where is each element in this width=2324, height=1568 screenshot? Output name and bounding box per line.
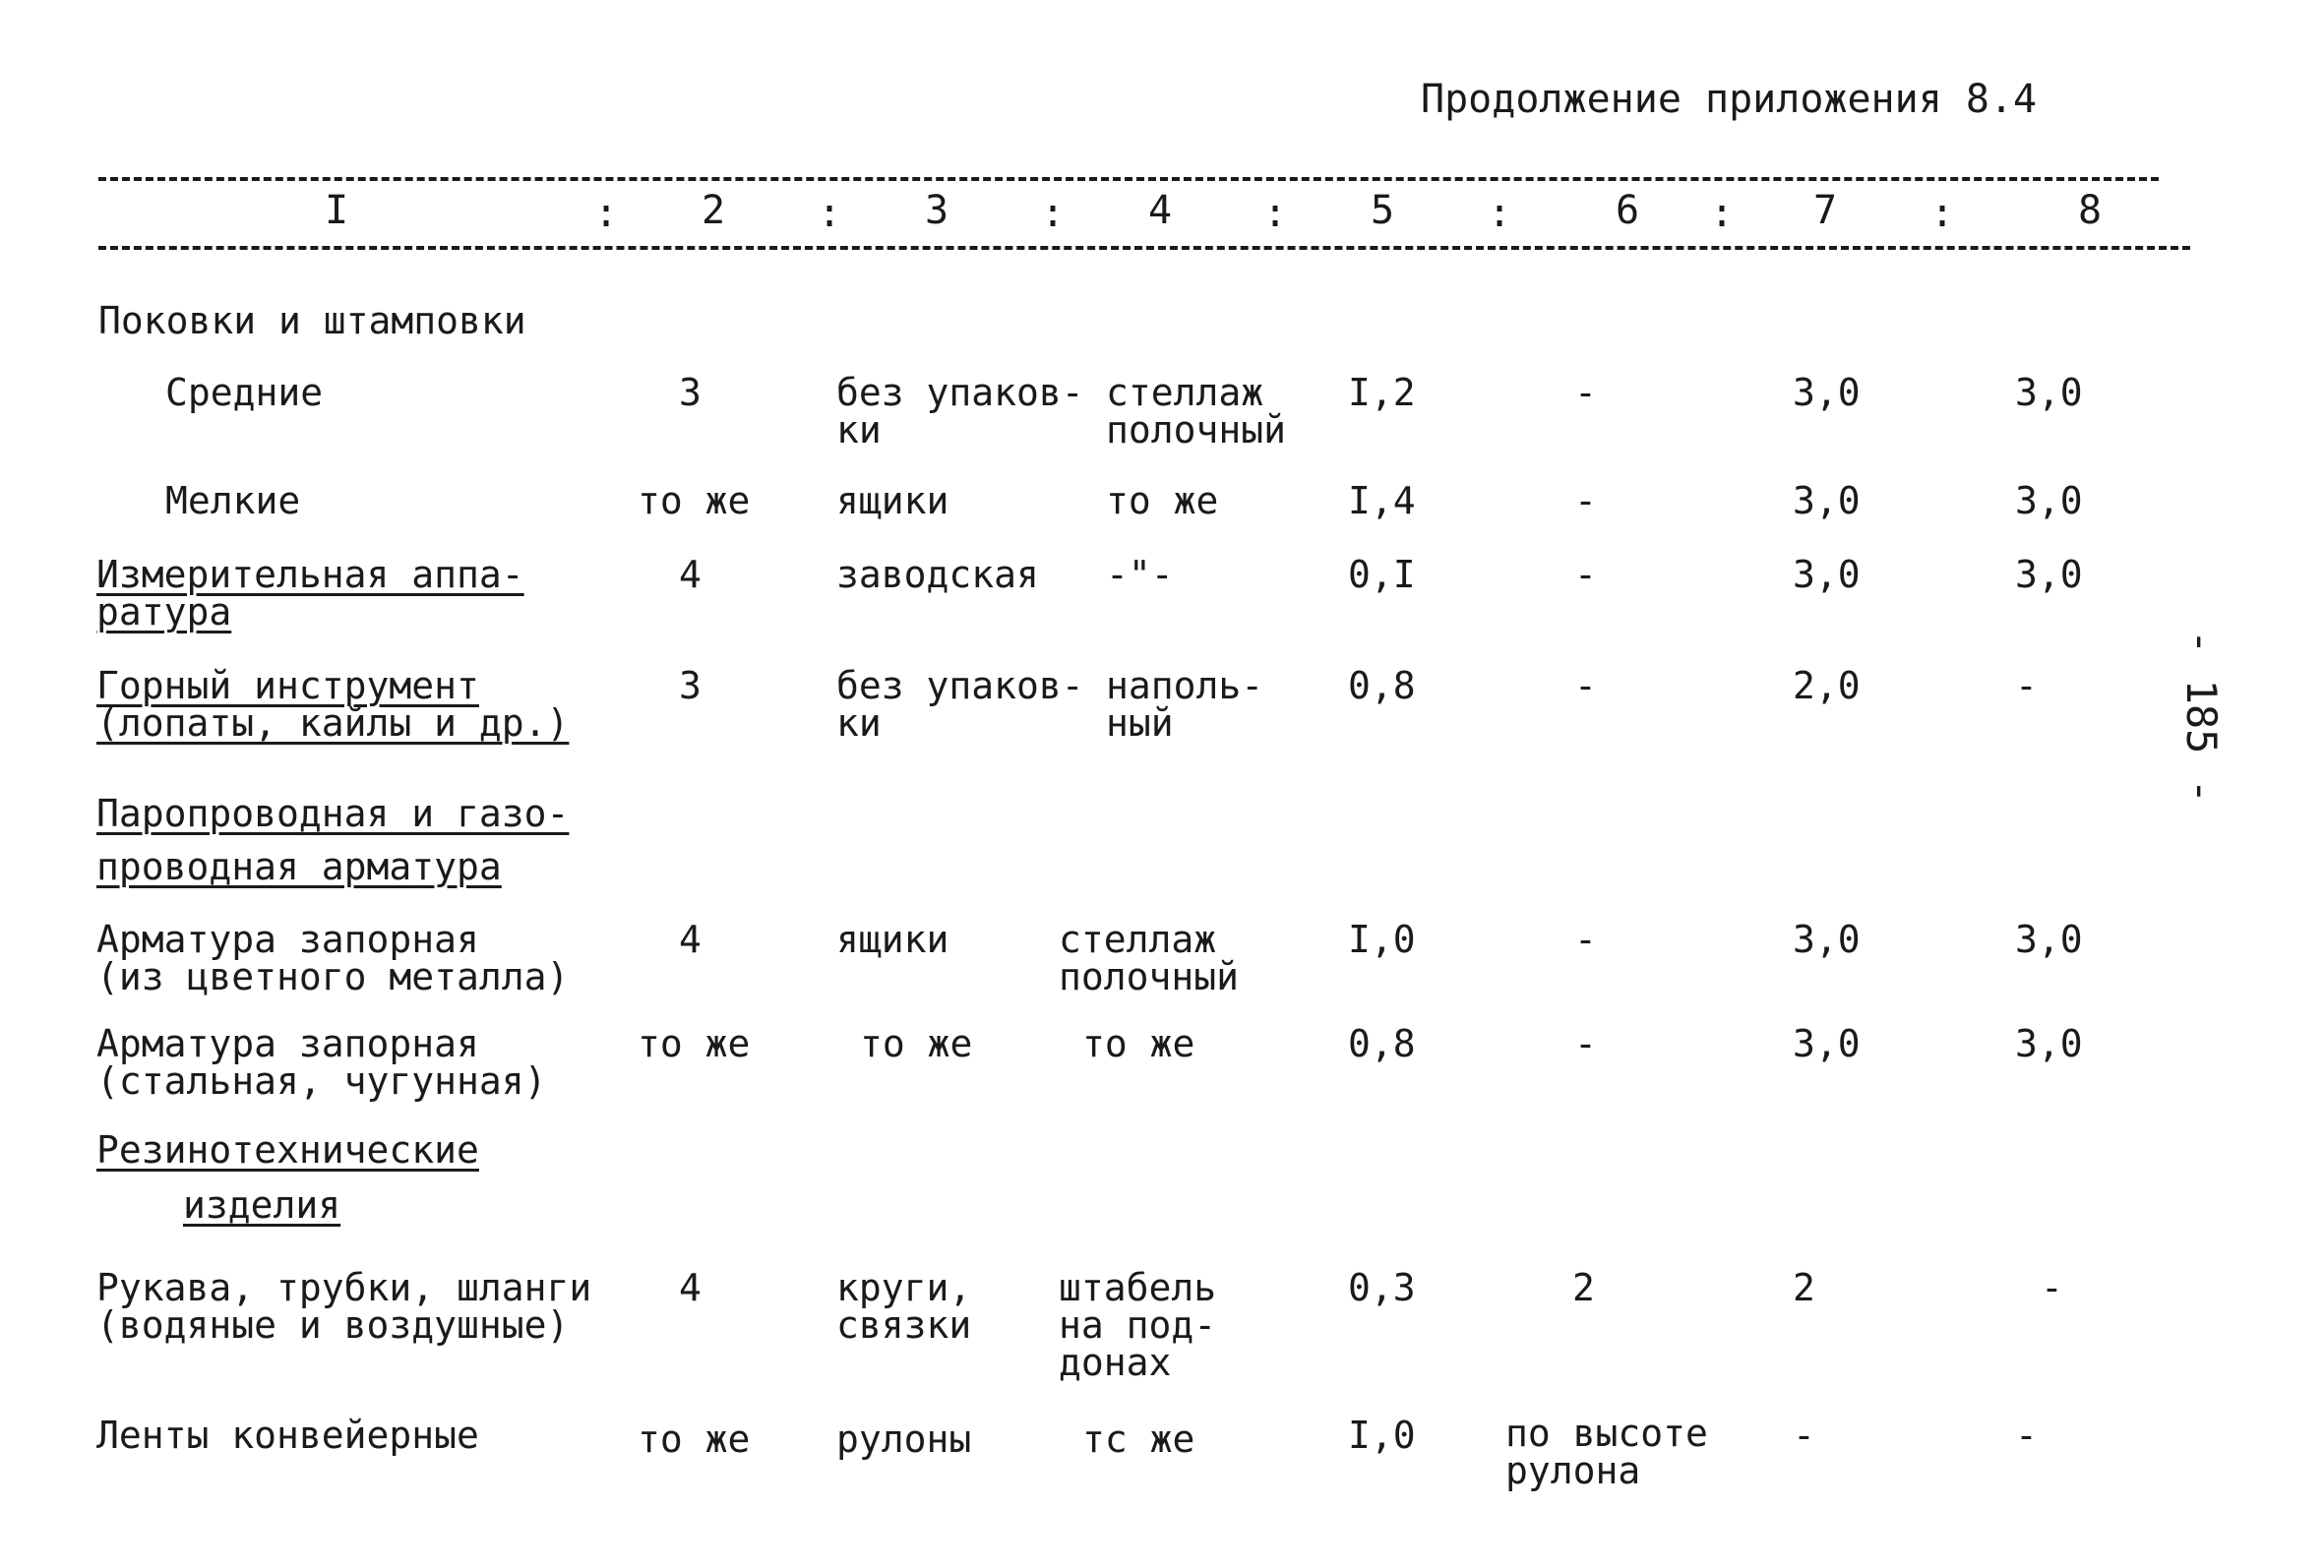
col-separator: :: [1930, 191, 1955, 236]
cell: ящики: [836, 479, 949, 522]
col-separator: :: [818, 191, 842, 236]
cell: 3: [679, 371, 702, 414]
cell: круги, связки: [836, 1266, 972, 1347]
cell: то же: [1082, 1022, 1195, 1065]
cell: 3: [679, 664, 702, 707]
row-name: Измерительная аппа- ратура: [96, 553, 524, 633]
col-header-6: 6: [1616, 188, 1640, 233]
cell: 3,0: [1793, 1022, 1861, 1065]
col-header-7: 7: [1813, 188, 1838, 233]
col-header-8: 8: [2078, 188, 2103, 233]
cell: по высоте рулона: [1505, 1412, 1708, 1492]
row-name: Мелкие: [165, 479, 301, 522]
cell: то же: [1106, 479, 1219, 522]
cell: наполь- ный: [1106, 664, 1264, 745]
col-header-2: 2: [702, 188, 726, 233]
row-name: Арматура запорная (из цветного металла): [96, 918, 570, 998]
section-title: Резинотехнические: [96, 1128, 479, 1172]
col-separator: :: [1041, 191, 1066, 236]
cell: 2: [1793, 1266, 1815, 1309]
cell: 3,0: [1793, 918, 1861, 961]
cell: стеллаж полочный: [1106, 371, 1287, 452]
section-title: Поковки и штамповки: [98, 299, 526, 342]
cell: то же: [638, 1022, 751, 1065]
cell: -: [1574, 1022, 1597, 1065]
cell: то же: [638, 479, 751, 522]
cell: -: [2015, 1414, 2038, 1457]
cell: 3,0: [2015, 918, 2083, 961]
cell: 4: [679, 1266, 702, 1309]
cell: -: [1574, 664, 1597, 707]
page-heading: Продолжение приложения 8.4: [1421, 77, 2038, 122]
cell: 3,0: [2015, 479, 2083, 522]
header-rule-bottom: [98, 246, 2190, 250]
cell: без упаков- ки: [836, 664, 1084, 745]
cell: рулоны: [836, 1417, 972, 1461]
cell: 3,0: [2015, 1022, 2083, 1065]
col-header-3: 3: [925, 188, 949, 233]
cell: I,0: [1348, 918, 1416, 961]
col-separator: :: [1488, 191, 1512, 236]
cell: штабель на под- донах: [1059, 1266, 1217, 1384]
cell: I,4: [1348, 479, 1416, 522]
col-separator: :: [1710, 191, 1735, 236]
row-name: Ленты конвейерные: [96, 1414, 479, 1457]
cell: 3,0: [1793, 479, 1861, 522]
section-title: изделия: [183, 1183, 341, 1227]
cell: без упаков- ки: [836, 371, 1084, 452]
cell: -: [1574, 479, 1597, 522]
section-title: Паропроводная и газо-: [96, 792, 570, 835]
cell: 3,0: [2015, 371, 2083, 414]
cell: -"-: [1106, 553, 1174, 596]
cell: стеллаж полочный: [1059, 918, 1240, 998]
page-number: - 185 -: [2177, 630, 2226, 805]
cell: 4: [679, 918, 702, 961]
cell: 4: [679, 553, 702, 596]
cell: I,2: [1348, 371, 1416, 414]
col-header-5: 5: [1371, 188, 1395, 233]
header-rule-top: [98, 177, 2159, 181]
section-title: проводная арматура: [96, 845, 502, 888]
col-header-4: 4: [1148, 188, 1173, 233]
cell: -: [2015, 664, 2038, 707]
cell: -: [1574, 553, 1597, 596]
cell: то же: [860, 1022, 973, 1065]
cell: 0,8: [1348, 664, 1416, 707]
row-name: Горный инструмент (лопаты, кайлы и др.): [96, 664, 570, 745]
cell: 3,0: [1793, 553, 1861, 596]
cell: 2: [1572, 1266, 1595, 1309]
cell: то же: [638, 1417, 751, 1461]
cell: -: [2041, 1266, 2063, 1309]
col-header-1: I: [325, 188, 349, 233]
row-name: Арматура запорная (стальная, чугунная): [96, 1022, 547, 1103]
cell: 0,8: [1348, 1022, 1416, 1065]
cell: 2,0: [1793, 664, 1861, 707]
cell: 0,I: [1348, 553, 1416, 596]
cell: I,0: [1348, 1414, 1416, 1457]
row-name: Средние: [165, 371, 324, 414]
cell: заводская: [836, 553, 1039, 596]
row-name: Рукава, трубки, шланги (водяные и воздушные): [96, 1266, 592, 1347]
cell: ящики: [836, 918, 949, 961]
cell: -: [1793, 1414, 1815, 1457]
cell: 0,3: [1348, 1266, 1416, 1309]
cell: -: [1574, 918, 1597, 961]
col-separator: :: [594, 191, 619, 236]
cell: -: [1574, 371, 1597, 414]
col-separator: :: [1263, 191, 1288, 236]
cell: 3,0: [1793, 371, 1861, 414]
cell: тс же: [1082, 1417, 1195, 1461]
cell: 3,0: [2015, 553, 2083, 596]
